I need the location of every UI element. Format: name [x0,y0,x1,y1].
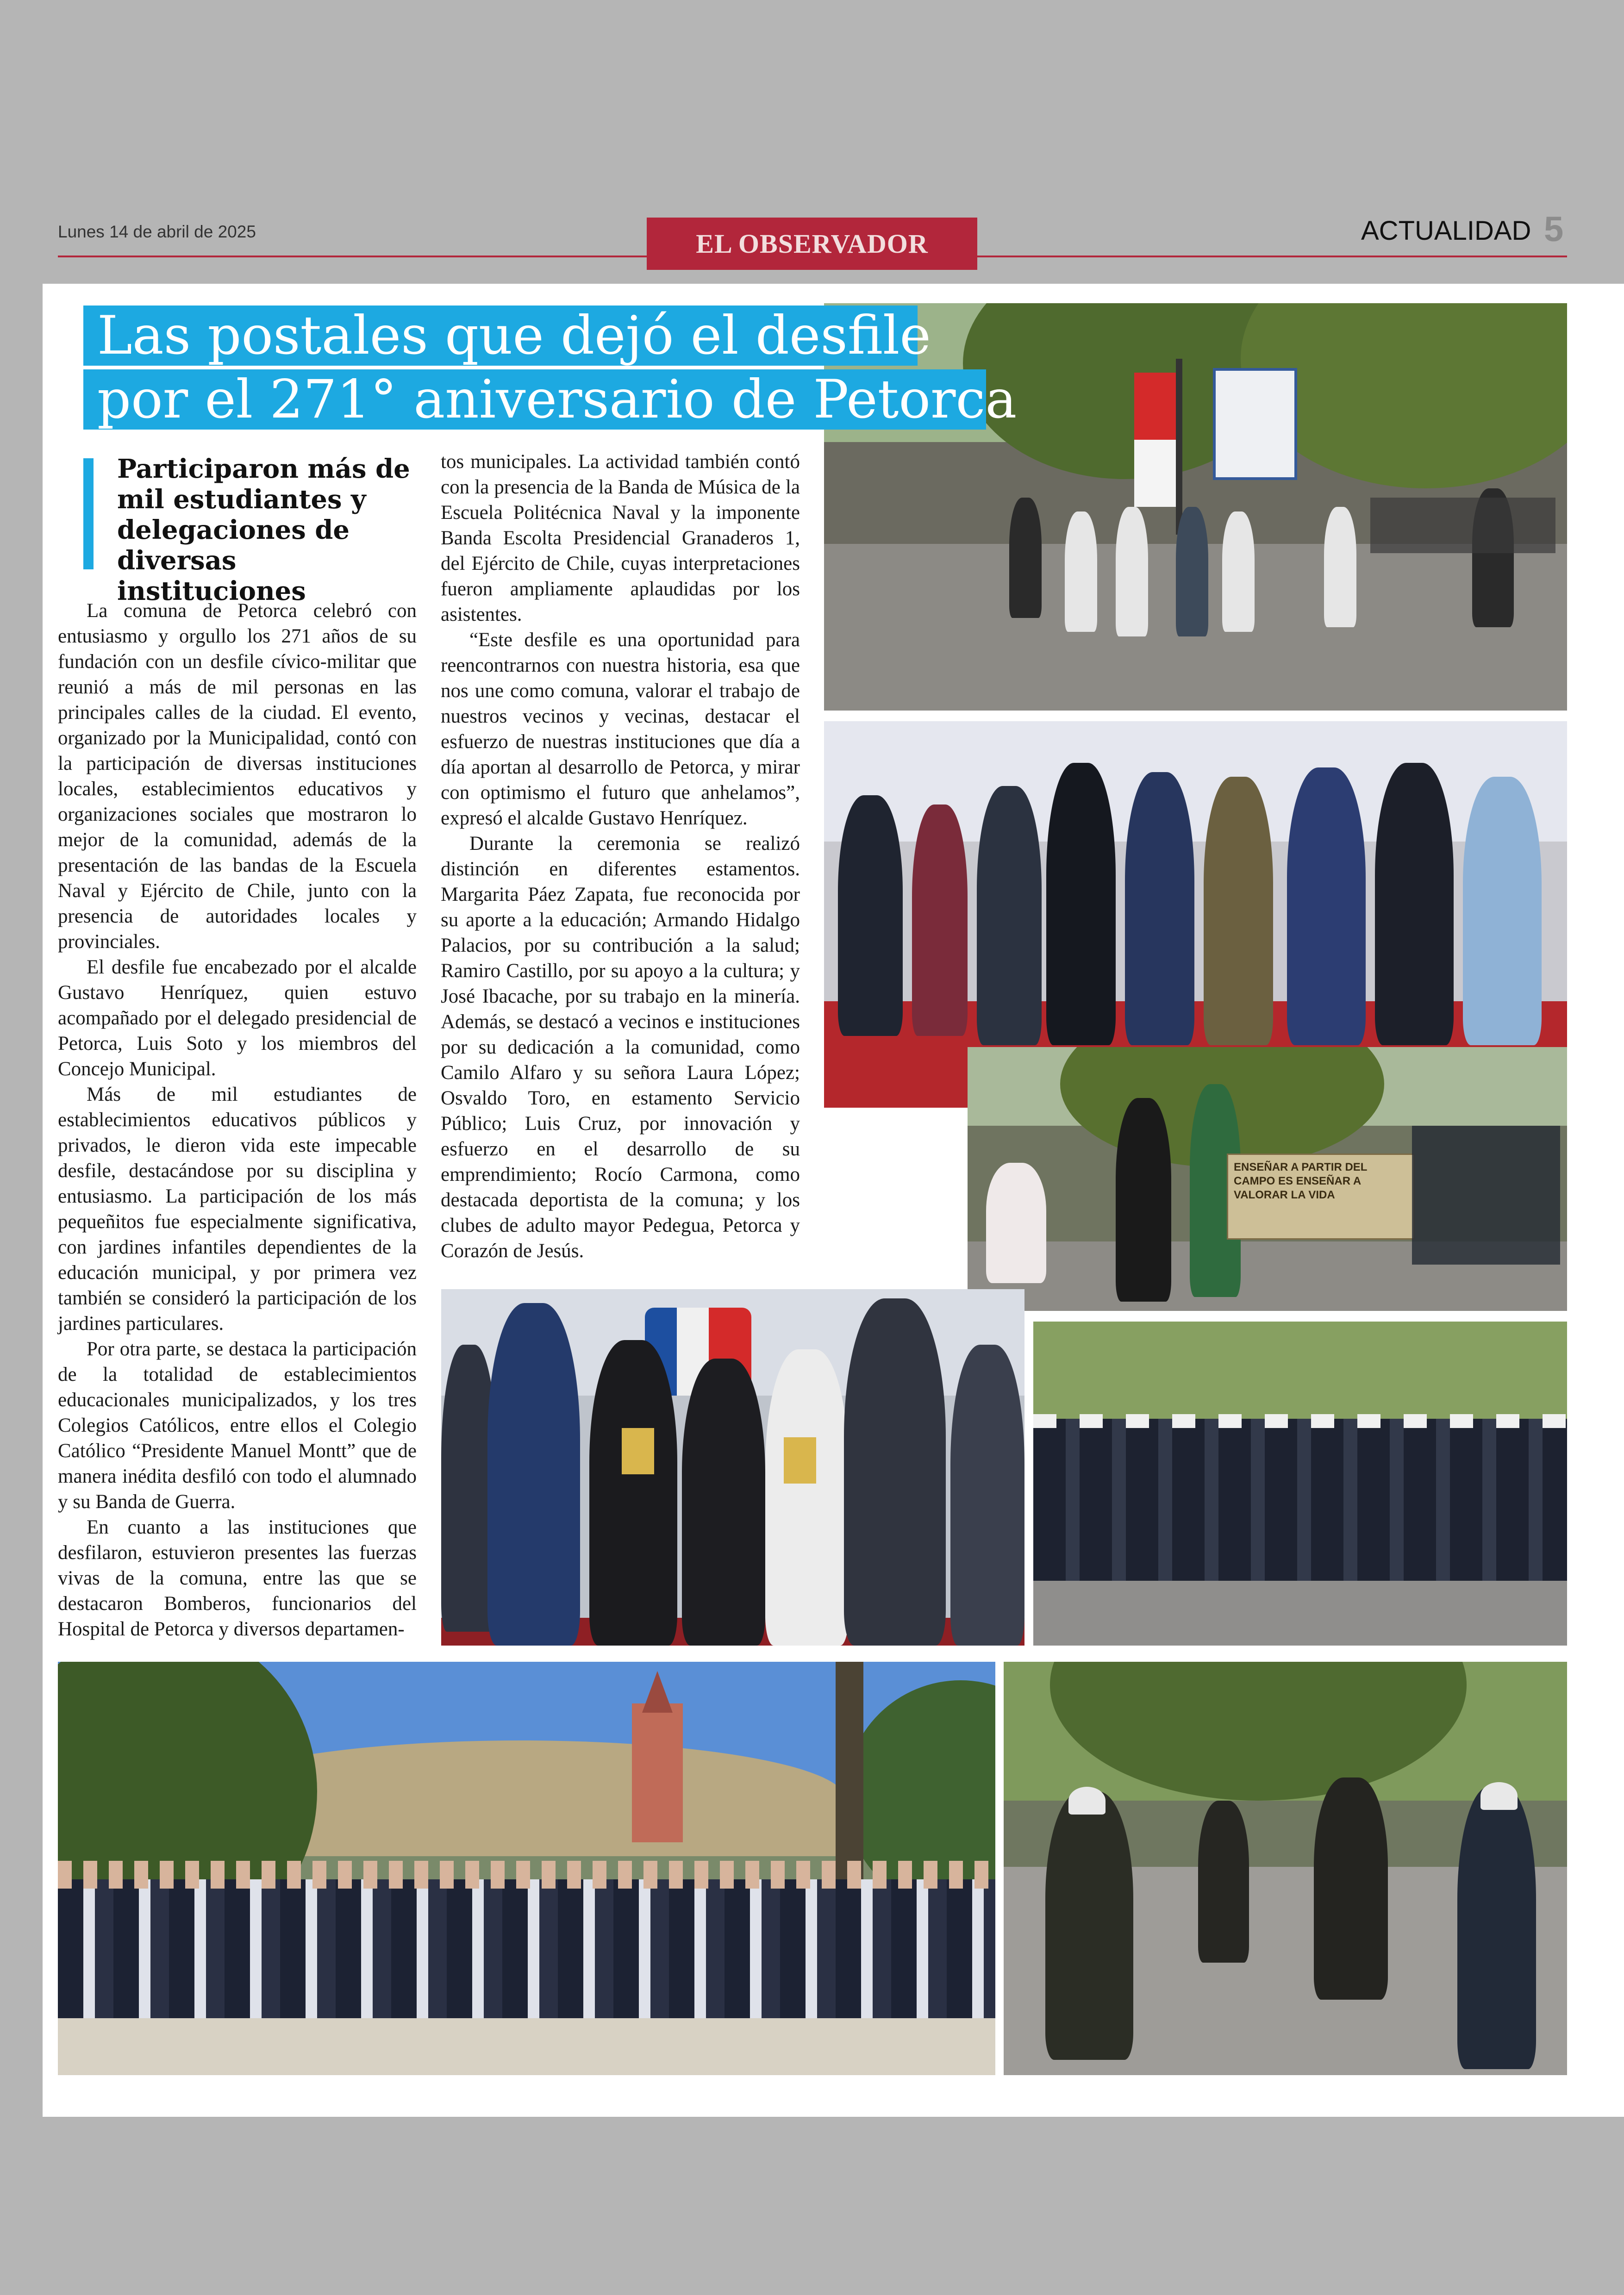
garden-banner-text: ENSEÑAR A PARTIR DEL CAMPO ES ENSEÑAR A VALORAR LA VIDA [1234,1161,1368,1201]
photo-parade-school [824,303,1567,711]
headline-line-2: por el 271° aniversario de Petorca [83,369,986,430]
paragraph: Durante la ceremonia se realizó distinción en diferentes estamentos. Margarita Páez Zapata, fue reconocida por su aporte a la educación; Armando Hidalgo Palacios, por su contribución a la salud; Ramiro Castillo, por su apoyo a la cultura; y José Ibacache, por su trabajo en la minería. Además, se destacó a vecinos e instituciones por su dedicación a la comunidad, como Camilo Alfaro y su señora Laura López; Osvaldo Toro, en estamento Servicio Público; Luis Cruz, por innovación y esfuerzo en el desarrollo de su emprendimiento; Rocío Carmona, como destacada deportista de la comuna; y los clubes de adulto mayor Pedegua, Petorca y Corazón de Jesús. [441,833,800,1262]
subheadline-bar [83,458,94,569]
paragraph: tos municipales. La actividad también contó con la presencia de la Banda de Música de la Escuela Politécnica Naval y la imponente Banda Escolta Presidencial Granaderos 1, del Ejército de Chile, cuyas interpretaciones fueron ampliamente aplaudidas por los asistentes. [441,451,800,625]
article-column-1 [58,598,417,1642]
article-column-2 [441,449,800,1264]
paragraph: En cuanto a las instituciones que desfilaron, estuvieron presentes las fuerzas vivas de la comuna, entre las que se destacaron Bomberos, funcionarios del Hospital de Petorca y diversos departamen- [58,1516,417,1640]
paragraph: Por otra parte, se destaca la participación de la totalidad de establecimientos educacionales municipalizados, y los tres Colegios Católicos, entre ellos el Colegio Católico “Presidente Manuel Montt” que de manera inédita desfiló con todo el alumnado y su Banda de Guerra. [58,1338,417,1513]
subheadline: Participaron más de mil estudiantes y delegaciones de diversas instituciones [117,454,410,606]
headline-line-1: Las postales que dejó el desfile [83,306,918,366]
paragraph: Más de mil estudiantes de establecimientos educativos públicos y privados, le dieron vida este impecable desfile, destacándose por su disciplina y entusiasmo. La participación de los más pequeñitos fue especialmente significativa, con jardines infantiles dependientes de la educación municipal, y por primera vez también se consideró la participación de los jardines particulares. [58,1084,417,1335]
photo-mountaineers [1004,1662,1567,2075]
page-number: 5 [1544,210,1564,249]
paragraph: “Este desfile es una oportunidad para reencontrarnos con nuestra historia, esa que nos une como comuna, valorar el trabajo de nuestros vecinos y vecinas, destacar el esfuerzo de nuestras instituciones que día a día aportan al desarrollo de Petorca, y mirar con optimismo el futuro que anhelamos”, expresó el alcalde Gustavo Henríquez. [441,629,800,829]
photo-kindergarten-banner [968,1047,1567,1311]
section-label: ACTUALIDAD [1361,216,1531,246]
photo-group-church [58,1662,995,2075]
photo-naval-cadets [1033,1322,1567,1646]
paragraph: El desfile fue encabezado por el alcalde Gustavo Henríquez, quien estuvo acompañado por el delegado presidencial de Petorca, Luis Soto y los miembros del Concejo Municipal. [58,956,417,1080]
paragraph: La comuna de Petorca celebró con entusiasmo y orgullo los 271 años de su fundación con un desfile cívico-militar que reunió a más de mil personas en las principales calles de la ciudad. El evento, organizado por la Municipalidad, contó con la participación de diversas instituciones locales, establecimientos educativos y organizaciones sociales que mostraron lo mejor de la comunidad, además de la presentación de las bandas de la Escuela Naval y Ejército de Chile, junto con la presencia de autoridades locales y provinciales. [58,600,417,953]
masthead: EL OBSERVADOR [647,218,977,270]
photo-honorees [441,1289,1024,1646]
issue-date: Lunes 14 de abril de 2025 [58,222,256,241]
